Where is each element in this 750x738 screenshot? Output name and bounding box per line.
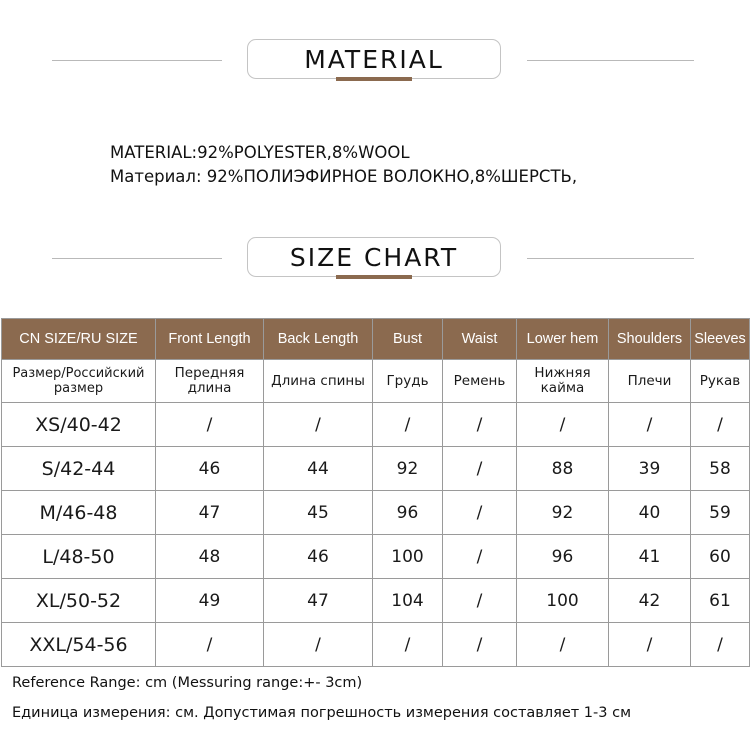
table-row xyxy=(2,403,750,447)
ru-header-cell: Ремень xyxy=(443,360,517,403)
divider-left xyxy=(52,258,222,259)
table-row xyxy=(2,491,750,535)
size-label-cell: XL/50-52 xyxy=(2,579,156,623)
measurement-cell: 92 xyxy=(517,491,609,535)
measurement-cell: / xyxy=(156,623,264,667)
measurement-cell: / xyxy=(443,447,517,491)
size-chart-table xyxy=(1,318,750,667)
measurement-cell: / xyxy=(517,623,609,667)
header-cell: Waist xyxy=(443,319,517,360)
measurement-cell: 100 xyxy=(517,579,609,623)
divider-right xyxy=(527,258,694,259)
ru-header-cell: Грудь xyxy=(373,360,443,403)
ru-header-cell: Нижняя кайма xyxy=(517,360,609,403)
size-label-cell: S/42-44 xyxy=(2,447,156,491)
measurement-cell: / xyxy=(609,623,691,667)
divider-right xyxy=(527,60,694,61)
reference-range-ru: Единица измерения: см. Допустимая погрешность измерения составляет 1-3 см xyxy=(12,705,632,721)
measurement-cell: 49 xyxy=(156,579,264,623)
measurement-cell: 47 xyxy=(264,579,373,623)
material-description xyxy=(110,141,577,189)
measurement-cell: / xyxy=(373,403,443,447)
size-label-cell: L/48-50 xyxy=(2,535,156,579)
measurement-cell: 41 xyxy=(609,535,691,579)
header-cell: Lower hem xyxy=(517,319,609,360)
size-label-cell: XXL/54-56 xyxy=(2,623,156,667)
measurement-cell: 58 xyxy=(691,447,750,491)
size-label-cell: M/46-48 xyxy=(2,491,156,535)
measurement-cell: 47 xyxy=(156,491,264,535)
size-chart-section-header xyxy=(0,237,750,283)
measurement-cell: / xyxy=(264,403,373,447)
measurement-cell: / xyxy=(517,403,609,447)
title-accent-bar xyxy=(336,77,412,81)
measurement-cell: / xyxy=(373,623,443,667)
measurement-cell: 96 xyxy=(373,491,443,535)
header-cell: Bust xyxy=(373,319,443,360)
measurement-cell: 44 xyxy=(264,447,373,491)
measurement-cell: / xyxy=(691,623,750,667)
table-row xyxy=(2,579,750,623)
ru-header-cell: Плечи xyxy=(609,360,691,403)
header-cell: CN SIZE/RU SIZE xyxy=(2,319,156,360)
ru-header-cell: Передняя длина xyxy=(156,360,264,403)
table-row xyxy=(2,447,750,491)
measurement-cell: 96 xyxy=(517,535,609,579)
material-title: MATERIAL xyxy=(247,39,501,79)
measurement-cell: / xyxy=(691,403,750,447)
measurement-cell: / xyxy=(443,623,517,667)
material-ru: Материал: 92%ПОЛИЭФИРНОЕ ВОЛОКНО,8%ШЕРСТЬ, xyxy=(110,167,578,186)
title-accent-bar xyxy=(336,275,412,279)
size-label-cell: XS/40-42 xyxy=(2,403,156,447)
material-en: MATERIAL:92%POLYESTER,8%WOOL xyxy=(110,143,410,162)
table-row xyxy=(2,535,750,579)
measurement-cell: 46 xyxy=(156,447,264,491)
measurement-cell: 42 xyxy=(609,579,691,623)
reference-range-en: Reference Range: cm (Messuring range:+- 3cm) xyxy=(12,675,363,691)
ru-header-cell: Длина спины xyxy=(264,360,373,403)
measurement-cell: 88 xyxy=(517,447,609,491)
measurement-cell: 104 xyxy=(373,579,443,623)
header-cell: Sleeves xyxy=(691,319,750,360)
measurement-cell: 61 xyxy=(691,579,750,623)
material-section-header xyxy=(0,39,750,85)
measurement-cell: / xyxy=(609,403,691,447)
measurement-cell: 92 xyxy=(373,447,443,491)
measurement-cell: 46 xyxy=(264,535,373,579)
measurement-cell: 45 xyxy=(264,491,373,535)
measurement-cell: / xyxy=(264,623,373,667)
size-chart-title: SIZE CHART xyxy=(247,237,501,277)
measurement-cell: / xyxy=(443,579,517,623)
measurement-cell: 59 xyxy=(691,491,750,535)
ru-header-cell: Рукав xyxy=(691,360,750,403)
measurement-cell: 60 xyxy=(691,535,750,579)
measurement-cell: 48 xyxy=(156,535,264,579)
measurement-cell: 40 xyxy=(609,491,691,535)
measurement-cell: 100 xyxy=(373,535,443,579)
header-cell: Shoulders xyxy=(609,319,691,360)
header-cell: Front Length xyxy=(156,319,264,360)
measurement-cell: 39 xyxy=(609,447,691,491)
header-cell: Back Length xyxy=(264,319,373,360)
divider-left xyxy=(52,60,222,61)
ru-header-row xyxy=(2,360,750,403)
measurement-cell: / xyxy=(156,403,264,447)
table-row xyxy=(2,623,750,667)
header-row xyxy=(2,319,750,360)
measurement-cell: / xyxy=(443,491,517,535)
measurement-cell: / xyxy=(443,535,517,579)
measurement-cell: / xyxy=(443,403,517,447)
ru-header-cell: Размер/Российский размер xyxy=(2,360,156,403)
